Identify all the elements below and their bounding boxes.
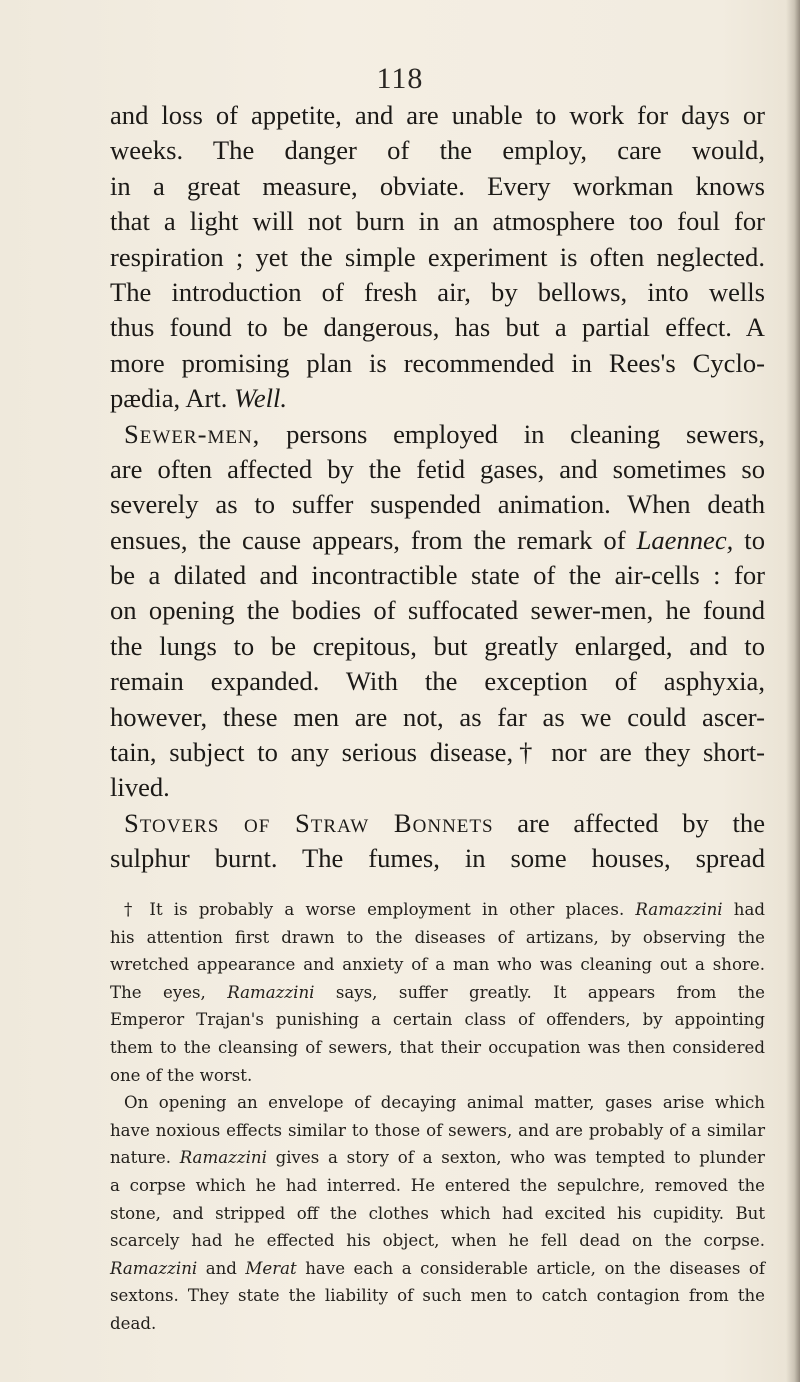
footnote-line [110, 979, 765, 1007]
italic-name: Ramazzini [179, 1148, 267, 1168]
text-segment: ensues, the cause appears, from the remark of [110, 524, 637, 555]
text-line: tain, subject to any serious disease,† nor are they short- [110, 737, 765, 768]
italic-name: Ramazzini [110, 1258, 198, 1278]
section-heading-sewer-men: Sewer-men, [124, 418, 261, 449]
text-segment: have each a considerable article, on the diseases of [296, 1258, 765, 1278]
text-line: weeks. The danger of the employ, care would, [110, 135, 765, 166]
page-edge-shadow [786, 0, 800, 1382]
text-segment: gives a story of a sexton, who was tempted to plunder [266, 1148, 765, 1168]
text-line [110, 523, 765, 558]
footnote-line: one of the worst. [110, 1065, 253, 1085]
text-line: lived. [110, 772, 170, 803]
text-segment: pædia, Art. [110, 383, 235, 414]
text-line: respiration ; yet the simple experiment is often neglected. [110, 241, 765, 272]
italic-name: Laennec, [636, 524, 734, 555]
text-line: sulphur burnt. The fumes, in some houses, spread [110, 843, 765, 874]
footnote-line [110, 1255, 765, 1283]
text-line: thus found to be dangerous, has but a partial effect. A [110, 312, 765, 343]
footnote-line: have noxious effects similar to those of sewers, and are probably of a similar [110, 1120, 765, 1140]
text-line: be a dilated and incontractible state of the air-cells : for [110, 560, 765, 591]
footnote-line: stone, and stripped off the clothes which had excited his cupidity. But [110, 1203, 765, 1223]
text-line [110, 381, 765, 416]
footnote-line: Emperor Trajan's punishing a certain class of offenders, by appointing [110, 1010, 765, 1030]
italic-name: Ramazzini [635, 900, 723, 919]
footnote-line: sextons. They state the liability of such men to catch contagion from the [110, 1286, 765, 1306]
text-segment: to [733, 524, 765, 555]
text-line: remain expanded. With the exception of asphyxia, [110, 666, 765, 697]
footnote-line: them to the cleansing of sewers, that their occupation was then considered [110, 1037, 765, 1057]
footnote-line [110, 896, 765, 924]
text-line: and loss of appetite, and are unable to work for days or [110, 100, 765, 130]
page-number: 118 [376, 62, 424, 95]
footnote-line: a corpse which he had interred. He entered the sepulchre, removed the [110, 1175, 765, 1195]
text-segment: persons employed in cleaning sewers, [260, 418, 765, 449]
text-segment: nature. [110, 1148, 180, 1168]
footnote-line: his attention first drawn to the diseases of artizans, by observing the [110, 927, 765, 947]
section-heading-stovers: Stovers of Straw Bonnets [124, 807, 494, 838]
italic-reference: Well. [234, 383, 288, 414]
text-segment: and [197, 1258, 246, 1278]
footnote-line [110, 1144, 765, 1172]
footnotes [110, 896, 765, 1338]
text-line [110, 417, 765, 452]
text-line: however, these men are not, as far as we could ascer- [110, 701, 765, 732]
text-line: The introduction of fresh air, by bellows, into wells [110, 276, 765, 307]
text-line: in a great measure, obviate. Every workman knows [110, 170, 765, 201]
italic-name: Ramazzini [227, 982, 315, 1002]
text-line: more promising plan is recommended in Rees's Cyclo- [110, 347, 765, 378]
footnote-line: On opening an envelope of decaying animal matter, gases arise which [124, 1093, 765, 1113]
text-line: severely as to suffer suspended animation. When death [110, 489, 765, 520]
text-segment: says, suffer greatly. It appears from the [314, 982, 765, 1002]
text-line [110, 806, 765, 841]
text-segment: had [722, 900, 765, 919]
text-segment: † It is probably a worse employment in other places. [124, 900, 636, 919]
footnote-line: dead. [110, 1313, 157, 1333]
text-line: on opening the bodies of suffocated sewer-men, he found [110, 595, 765, 626]
text-line: are often affected by the fetid gases, and sometimes so [110, 453, 765, 484]
text-line: the lungs to be crepitous, but greatly enlarged, and to [110, 630, 765, 661]
body-text [110, 98, 765, 877]
footnote-line: scarcely had he effected his object, when he fell dead on the corpse. [110, 1231, 765, 1251]
text-segment: The eyes, [110, 982, 228, 1002]
italic-name: Merat [245, 1258, 297, 1278]
text-line: that a light will not burn in an atmosphere too foul for [110, 206, 765, 237]
text-segment: are affected by the [493, 807, 765, 838]
footnote-line: wretched appearance and anxiety of a man who was cleaning out a shore. [110, 955, 765, 975]
